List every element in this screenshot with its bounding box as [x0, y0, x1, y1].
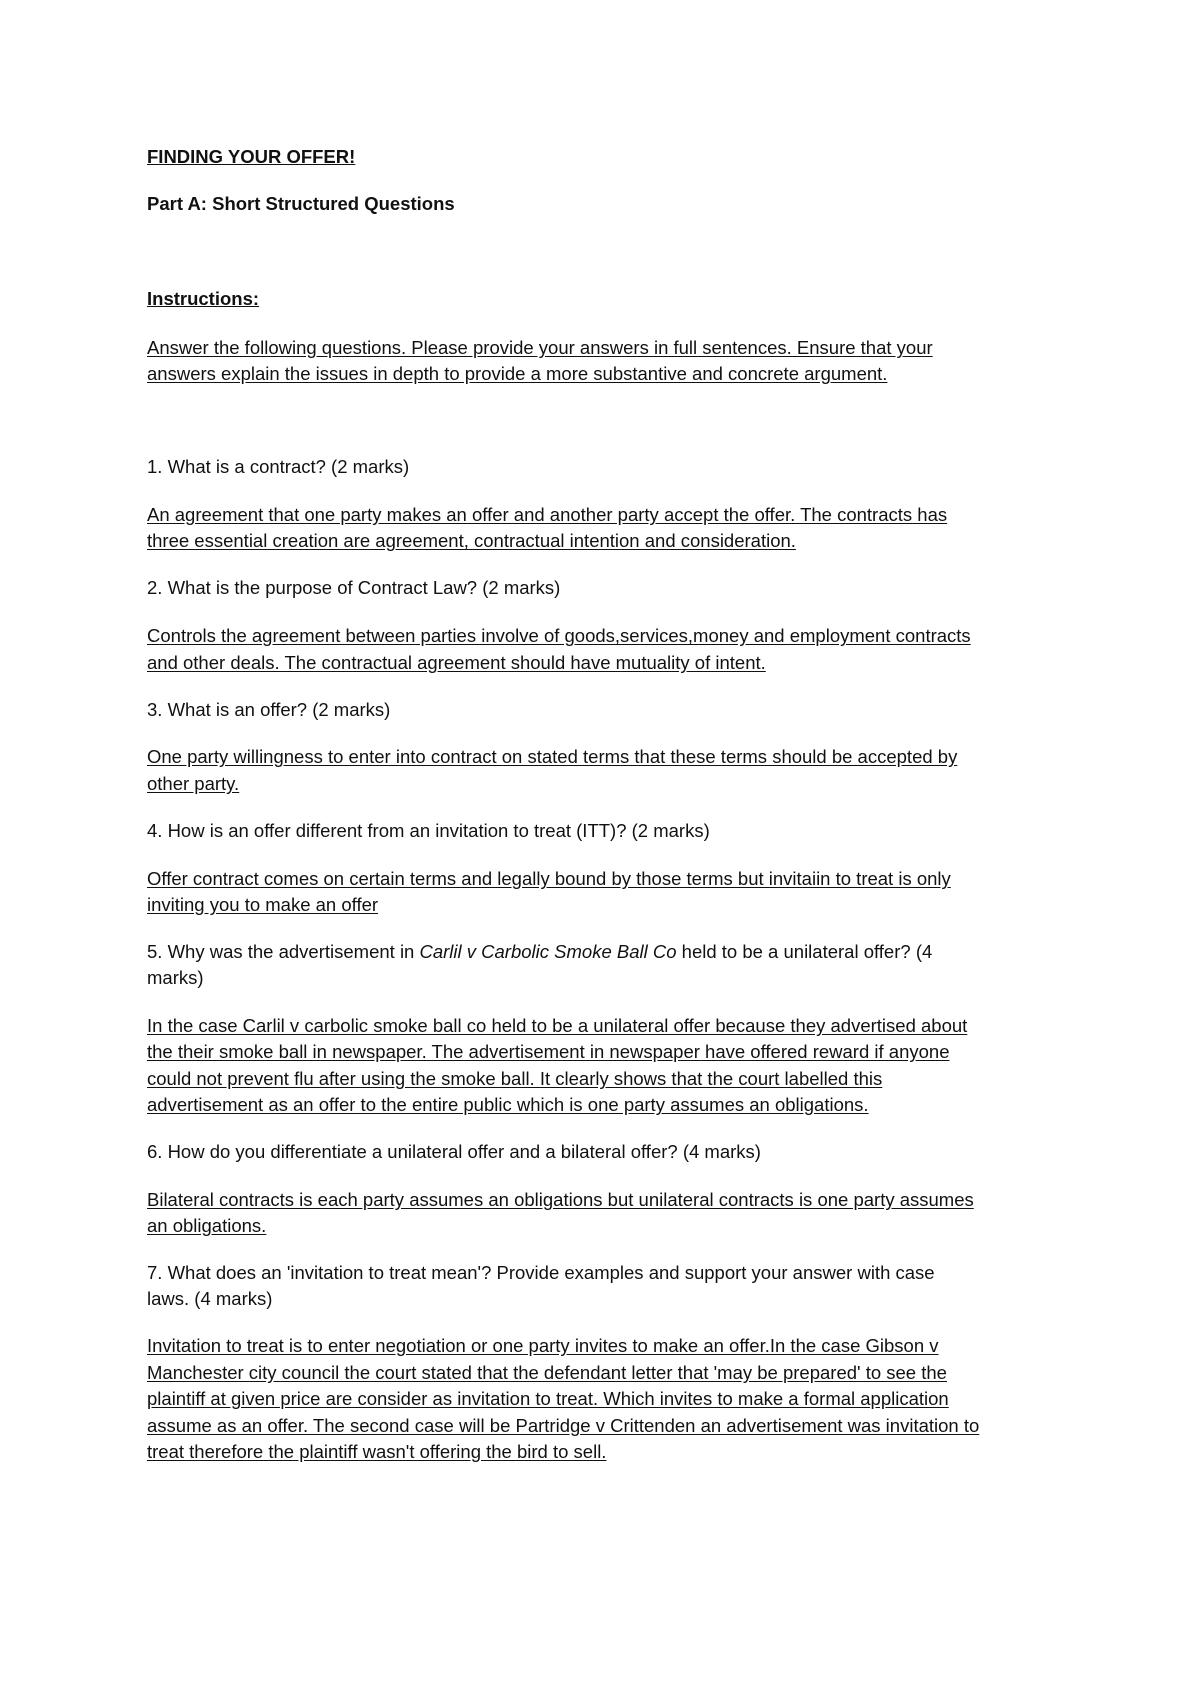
question-5 — [147, 941, 932, 963]
document-title: FINDING YOUR OFFER! — [147, 146, 356, 167]
answer-5-line: the their smoke ball in newspaper. The advertisement in newspaper have offered reward if anyone — [147, 1041, 950, 1062]
answer-3-line: One party willingness to enter into contract on stated terms that these terms should be accepted by — [147, 746, 958, 767]
question-4: 4. How is an offer different from an invitation to treat (ITT)? (2 marks) — [147, 820, 710, 841]
part-heading: Part A: Short Structured Questions — [147, 193, 455, 214]
question-5-line2: marks) — [147, 967, 204, 988]
answer-2-line: and other deals. The contractual agreement should have mutuality of intent. — [147, 652, 766, 673]
question-2: 2. What is the purpose of Contract Law? (2 marks) — [147, 577, 561, 598]
instructions-heading: Instructions: — [147, 288, 260, 309]
answer-6-line: an obligations. — [147, 1215, 267, 1236]
question-7: 7. What does an 'invitation to treat mean'? Provide examples and support your answer with case — [147, 1262, 935, 1283]
answer-7-line: assume as an offer. The second case will be Partridge v Crittenden an advertisement was invitation to — [147, 1415, 980, 1436]
answer-3-line: other party. — [147, 773, 240, 794]
question-5-text: 5. Why was the advertisement in — [147, 941, 420, 962]
answer-4-line: inviting you to make an offer — [147, 894, 379, 915]
answer-1-line: An agreement that one party makes an offer and another party accept the offer. The contracts has — [147, 504, 948, 525]
instructions-line: answers explain the issues in depth to provide a more substantive and concrete argument. — [147, 363, 888, 384]
question-5-text: held to be a unilateral offer? (4 — [676, 941, 933, 962]
answer-7-line: Invitation to treat is to enter negotiation or one party invites to make an offer.In the case Gibson v — [147, 1335, 939, 1356]
answer-7-line: treat therefore the plaintiff wasn't offering the bird to sell. — [147, 1441, 607, 1462]
question-3: 3. What is an offer? (2 marks) — [147, 699, 391, 720]
answer-5-line: In the case Carlil v carbolic smoke ball co held to be a unilateral offer because they advertised about — [147, 1015, 968, 1036]
case-name: Carlil v Carbolic Smoke Ball Co — [419, 941, 677, 962]
answer-4-line: Offer contract comes on certain terms and legally bound by those terms but invitaiin to treat is only — [147, 868, 951, 889]
answer-2-line: Controls the agreement between parties involve of goods,services,money and employment contracts — [147, 625, 971, 646]
answer-5-line: advertisement as an offer to the entire public which is one party assumes an obligations. — [147, 1094, 869, 1115]
answer-6-line: Bilateral contracts is each party assumes an obligations but unilateral contracts is one party assumes — [147, 1189, 974, 1210]
question-6: 6. How do you differentiate a unilateral offer and a bilateral offer? (4 marks) — [147, 1141, 761, 1162]
answer-7-line: plaintiff at given price are consider as invitation to treat. Which invites to make a formal application — [147, 1388, 949, 1409]
question-7-line2: laws. (4 marks) — [147, 1288, 273, 1309]
question-1: 1. What is a contract? (2 marks) — [147, 456, 410, 477]
answer-7-line: Manchester city council the court stated that the defendant letter that 'may be prepared' to see the — [147, 1362, 947, 1383]
instructions-line: Answer the following questions. Please provide your answers in full sentences. Ensure that your — [147, 337, 933, 358]
answer-1-line: three essential creation are agreement, contractual intention and consideration. — [147, 530, 796, 551]
answer-5-line: could not prevent flu after using the smoke ball. It clearly shows that the court labelled this — [147, 1068, 883, 1089]
